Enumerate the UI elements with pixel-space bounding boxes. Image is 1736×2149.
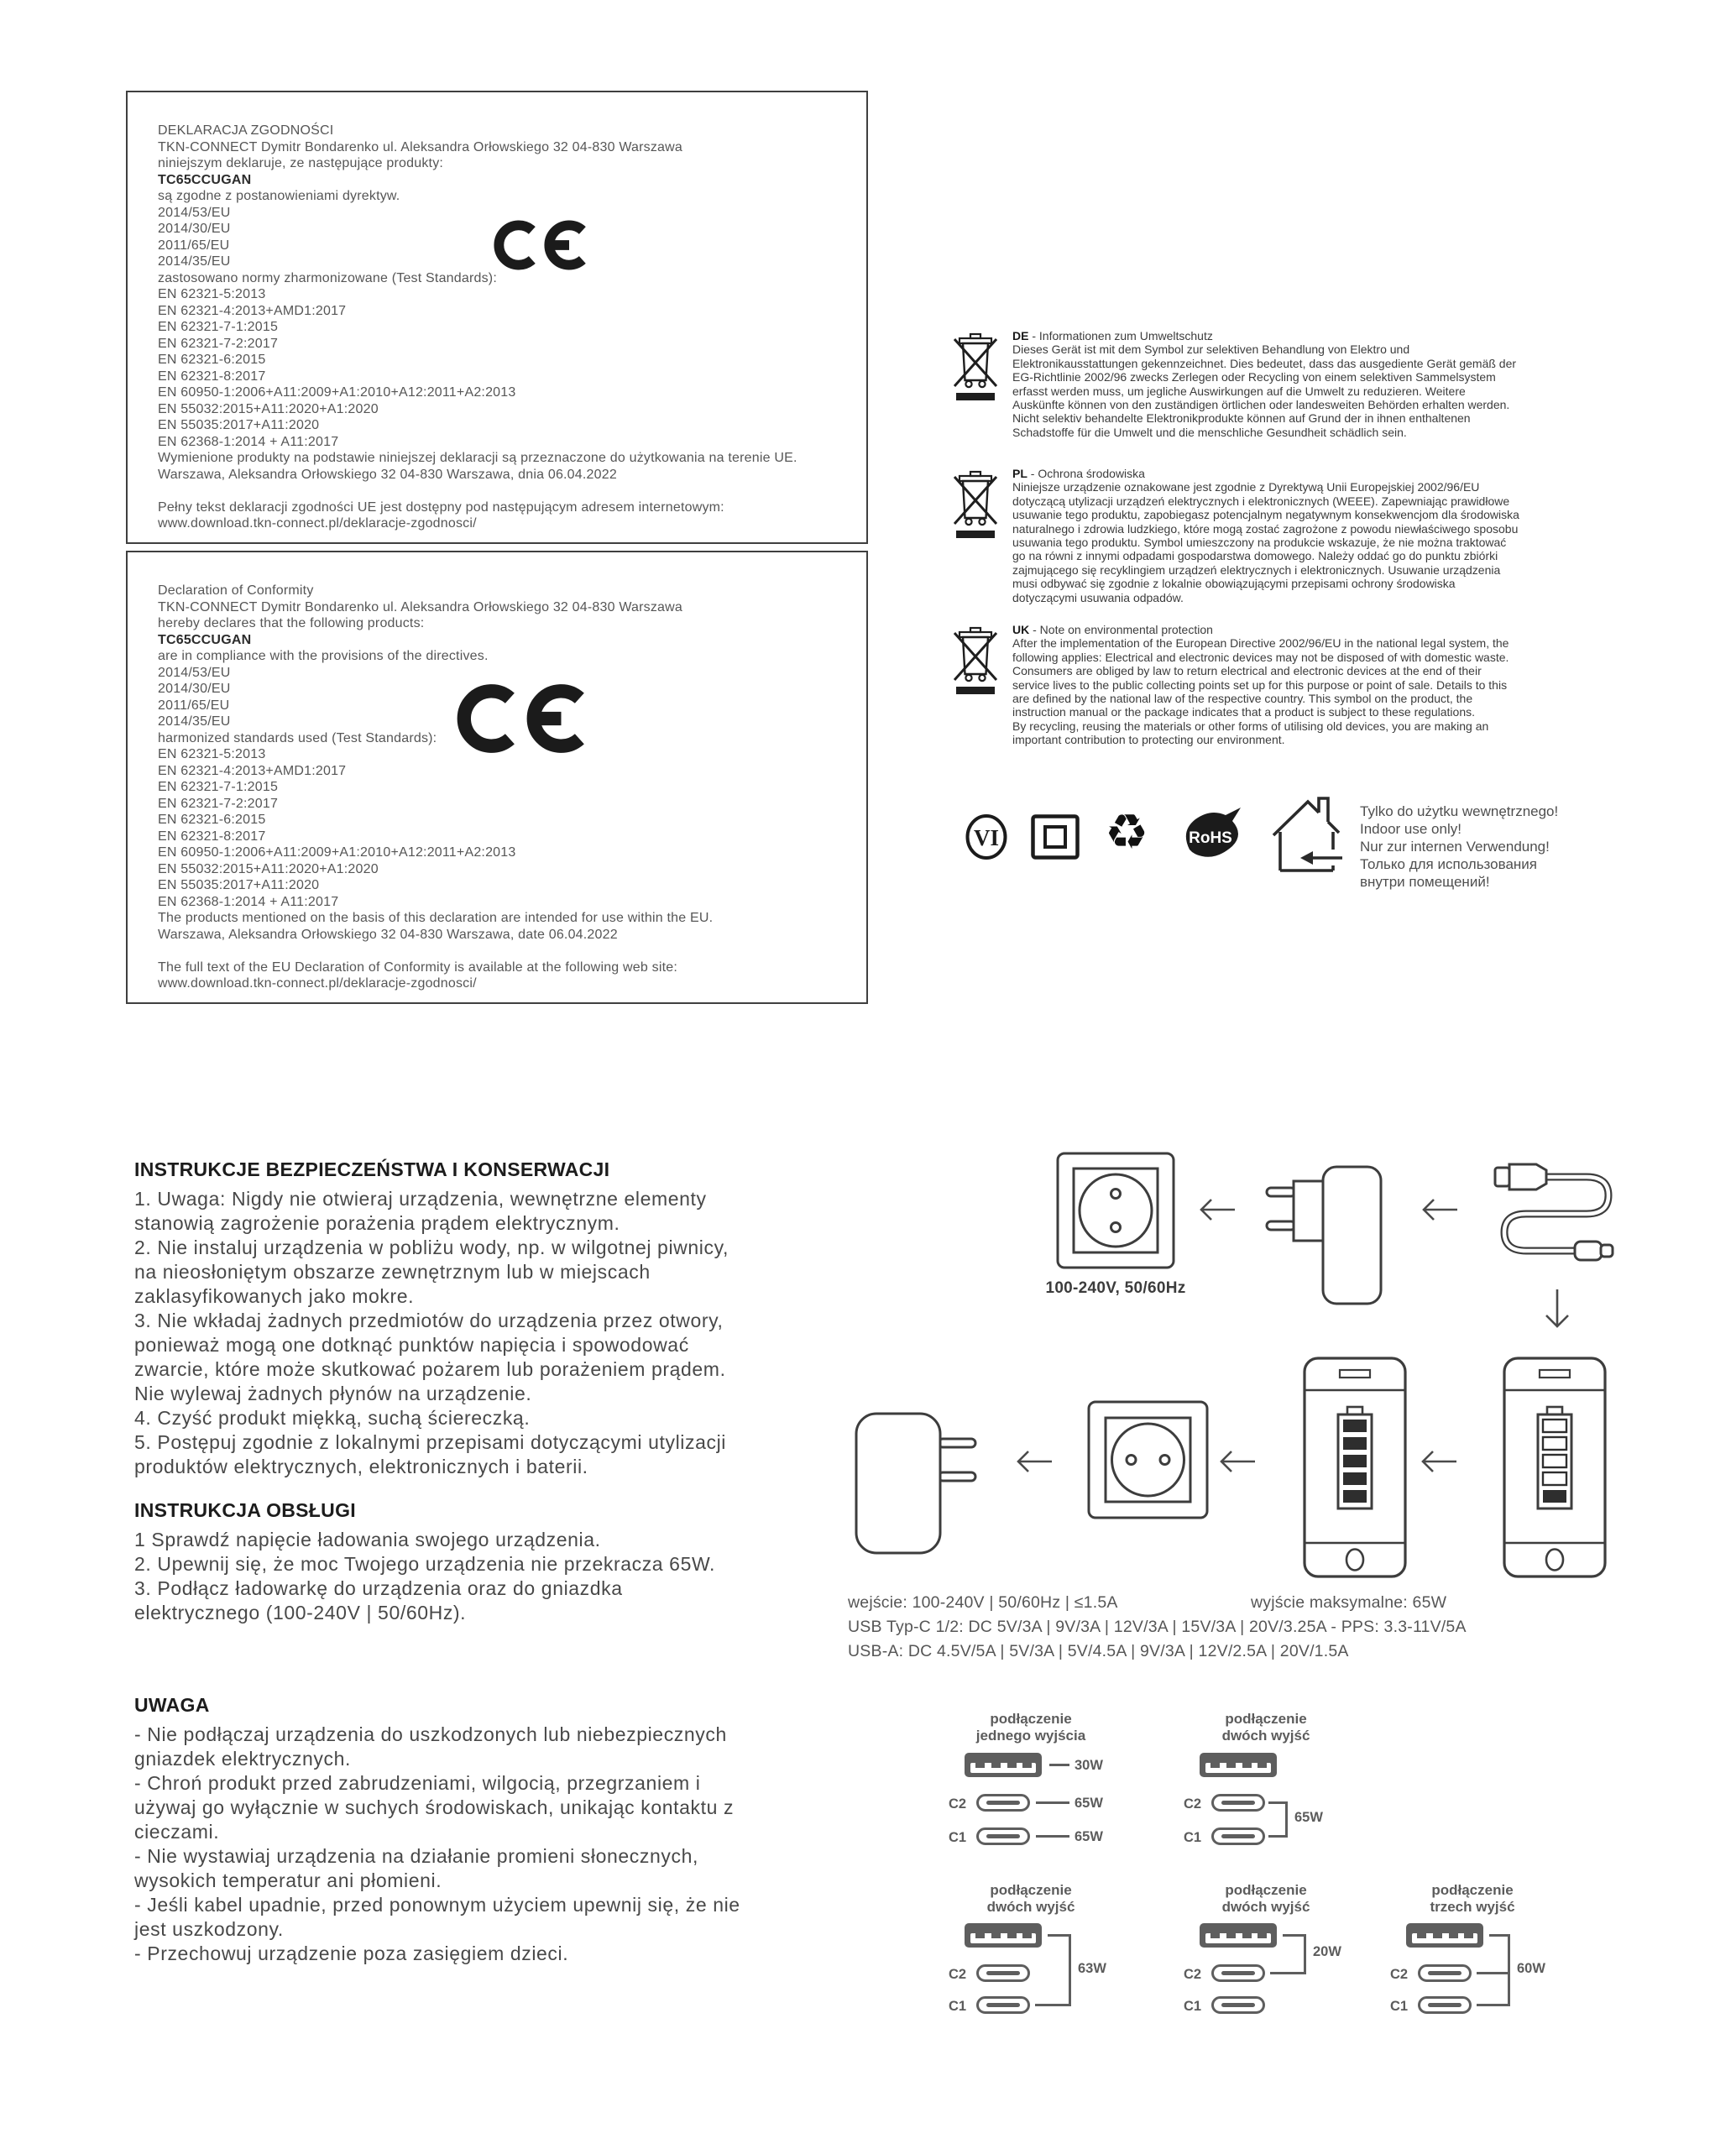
safety-heading: INSTRUKCJE BEZPIECZEŃSTWA I KONSERWACJI — [134, 1158, 610, 1180]
usb-a-port-icon — [1199, 1922, 1278, 1948]
wall-charger-icon — [1263, 1165, 1383, 1305]
text-line: erfasst werden muss, um jegliche Auswirkungen auf die Umwelt zu reduzieren. Weitere — [1012, 384, 1466, 398]
text-line: EN 62321-7-2:2017 — [158, 336, 279, 351]
text-line: ponieważ mogą one dotknąć punktów napięcia i spowodować — [134, 1334, 689, 1356]
text-line: Indoor use only! — [1360, 821, 1461, 837]
text-line: EN 62368-1:2014 + A11:2017 — [158, 894, 339, 909]
text-line: EN 55032:2015+A11:2020+A1:2020 — [158, 861, 379, 876]
text-line: Auskünfte können von den zuständigen örtlichen oder landesweiten Behörden erhalten werden. — [1012, 398, 1510, 412]
connector-line — [1048, 1934, 1071, 1937]
text-line: Nie wylewaj żadnych płynów na urządzenie. — [134, 1383, 532, 1404]
recycle-icon: ♻ — [1105, 803, 1148, 860]
text-line: Elektronikausstattungen gekennzeichnet. Dies bedeutet, dass das ausgediente Gerät gemäß der — [1012, 356, 1517, 370]
power-socket-icon — [1087, 1400, 1209, 1519]
specs-usbc: USB Typ-C 1/2: DC 5V/3A | 9V/3A | 12V/3A | 15V/3A | 20V/3.25A - PPS: 3.3-11V/5A — [848, 1618, 1467, 1636]
text-line: EN 62321-7-1:2015 — [158, 320, 279, 334]
text-line: zwarcie, które może skutkować pożarem lub porażeniem prądem. — [134, 1358, 726, 1380]
connector-line — [1304, 1934, 1306, 1974]
usb-c-port-icon — [1211, 1827, 1265, 1845]
text-line: important contribution to protecting our environment. — [1012, 733, 1285, 747]
text-line: 2014/35/EU — [158, 714, 231, 729]
env-note-uk — [1012, 623, 1600, 747]
text-line: Nicht selektiv behandelte Elektronikprodukte können auf Grund der in ihnen enthaltenen — [1012, 411, 1471, 426]
indoor-use-note — [1360, 803, 1558, 891]
connection-diagram-title: podłączenie dwóch wyjść — [986, 1882, 1075, 1915]
connector-line — [1049, 1764, 1069, 1766]
text-line: instruction manual or the package indicates that a product is subject to these regulations. — [1012, 705, 1475, 719]
port-label: C2 — [1390, 1967, 1409, 1982]
text-line: By recycling, reusing the materials or other forms of utilising old devices, you are making an — [1012, 719, 1489, 733]
connector-line — [1285, 1801, 1288, 1838]
text-line: TKN-CONNECT Dymitr Bondarenko ul. Aleksandra Orłowskiego 32 04-830 Warszawa — [158, 599, 683, 614]
weee-bin-icon — [954, 332, 997, 406]
text-line: 2014/30/EU — [158, 222, 231, 236]
watt-label: 65W — [1075, 1829, 1103, 1844]
usb-a-port-icon — [964, 1752, 1043, 1778]
text-line: EN 62321-7-1:2015 — [158, 780, 279, 794]
usb-c-port-icon — [1418, 1996, 1472, 2014]
voltage-label: 100-240V, 50/60Hz — [1045, 1279, 1186, 1297]
declaration-pl-intro — [158, 123, 846, 172]
connector-line — [1268, 1801, 1287, 1804]
text-line: 1 Sprawdź napięcie ładowania swojego urządzenia. — [134, 1529, 601, 1550]
connector-line — [1477, 2004, 1509, 2006]
text-line: EN 60950-1:2006+A11:2009+A1:2010+A12:2011+A2:2013 — [158, 845, 516, 860]
text-line: używaj go wyłącznie w suchych środowiskach, unikając kontaktu z — [134, 1796, 735, 1818]
text-line: - Chroń produkt przed zabrudzeniami, wilgocią, przegrzaniem i — [134, 1772, 701, 1794]
specs-output-max: wyjście maksymalne: 65W — [1251, 1593, 1447, 1612]
text-line: are defined by the national law of the respective country. This symbol on the product, the — [1012, 692, 1473, 706]
port-label: C1 — [949, 1999, 967, 2014]
operation-heading: INSTRUKCJA OBSŁUGI — [134, 1499, 356, 1521]
text-line: produktów elektrycznych, elektronicznych i baterii. — [134, 1456, 588, 1477]
text-line: Dieses Gerät ist mit dem Symbol zur selektiven Behandlung von Elektro und — [1012, 342, 1410, 357]
usb-c-port-icon — [1418, 1964, 1472, 1982]
connection-diagram-title: podłączenie dwóch wyjść — [1221, 1882, 1310, 1915]
text-line: Declaration of Conformity — [158, 583, 314, 598]
text-line: EN 60950-1:2006+A11:2009+A1:2010+A12:2011+A2:2013 — [158, 385, 516, 400]
connector-line — [1069, 1934, 1071, 2006]
usb-a-port-icon — [964, 1922, 1043, 1948]
text-line: - Nie wystawiaj urządzenia na działanie promieni słonecznych, — [134, 1845, 698, 1867]
energy-efficiency-vi-icon — [965, 814, 1007, 860]
text-line: 2. Upewnij się, że moc Twojego urządzenia nie przekracza 65W. — [134, 1553, 715, 1575]
connector-line — [1270, 1972, 1306, 1974]
text-line: naturalnego i zdrowia ludzkiego, które mogą zostać zagrożone z powodu niewłaściwego sposobu — [1012, 521, 1519, 536]
port-label: C2 — [1184, 1796, 1202, 1812]
port-label: C1 — [1184, 1830, 1202, 1845]
text-line: musi odbywać się zgodnie z lokalnie obowiązującymi przepisami ochrony środowiska — [1012, 577, 1456, 591]
specs-usba: USB-A: DC 4.5V/5A | 5V/3A | 5V/4.5A | 9V/3A | 12V/2.5A | 20V/1.5A — [848, 1642, 1349, 1660]
text-line: Wymienione produkty na podstawie niniejszej deklaracji są przeznaczone do użytkowania na terenie UE. — [158, 451, 797, 465]
port-label: C2 — [949, 1967, 967, 1982]
text-line: EN 55035:2017+A11:2020 — [158, 418, 320, 432]
text-line: zastosowano normy zharmonizowane (Test Standards): — [158, 270, 497, 285]
connector-line — [1035, 2004, 1071, 2006]
text-line: cieczami. — [134, 1821, 220, 1843]
text-line: After the implementation of the European Directive 2002/96/EU in the national legal system, the — [1012, 636, 1509, 651]
usb-c-port-icon — [976, 1794, 1030, 1812]
text-line: Tylko do użytku wewnętrznego! — [1360, 803, 1559, 819]
text-line: EN 62321-8:2017 — [158, 829, 266, 844]
text-line: Schadstoffe für die Umwelt und die menschliche Gesundheit schädlich sein. — [1012, 425, 1407, 439]
text-line: dotyczącą utylizacji urządzeń elektrycznych i elektronicznych (WEEE). Zapewniając prawidłowe — [1012, 494, 1510, 508]
env-note-code: PL — [1012, 467, 1027, 480]
phone-charging-icon — [1503, 1357, 1607, 1578]
text-line: 4. Czyść produkt miękką, suchą ściereczką. — [134, 1407, 531, 1429]
text-line: TKN-CONNECT Dymitr Bondarenko ul. Aleksandra Orłowskiego 32 04-830 Warszawa — [158, 139, 683, 154]
connection-diagram-title: podłączenie trzech wyjść — [1430, 1882, 1515, 1915]
arrow-left-icon — [1199, 1195, 1236, 1224]
watt-label: 20W — [1313, 1944, 1341, 1959]
text-line: Niniejsze urządzenie oznakowane jest zgodnie z Dyrektywą Unii Europejskiej 2002/96/EU — [1012, 480, 1480, 494]
env-note-code: UK — [1012, 623, 1030, 636]
text-line: 3. Podłącz ładowarkę do urządzenia oraz do gniazdka — [134, 1577, 623, 1599]
declaration-en-footer — [158, 959, 846, 992]
text-line: EN 55032:2015+A11:2020+A1:2020 — [158, 401, 379, 416]
caution-text — [134, 1723, 890, 1966]
text-line: EN 62321-5:2013 — [158, 747, 266, 761]
usb-a-port-icon — [1405, 1922, 1484, 1948]
text-line: EN 62321-8:2017 — [158, 369, 266, 384]
class-ii-insulation-icon — [1031, 814, 1080, 860]
text-line: внутри помещений! — [1360, 874, 1490, 890]
env-note-title: PL - Ochrona środowiska — [1012, 467, 1145, 480]
text-line: wysokich temperatur ani płomieni. — [134, 1869, 442, 1891]
declaration-box-pl — [126, 91, 868, 544]
text-line: jest uszkodzony. — [134, 1918, 284, 1940]
arrow-down-icon — [1543, 1288, 1571, 1331]
text-line: 2014/53/EU — [158, 665, 231, 680]
text-line: EN 62321-6:2015 — [158, 813, 266, 827]
text-line: EG-Richtlinie 2002/96 zwecks Zerlegen oder Recycling von einem selektiven Sammelsystem — [1012, 370, 1496, 384]
text-line: - Przechowuj urządzenie poza zasięgiem dzieci. — [134, 1942, 569, 1964]
text-line: service lives to the public collecting points set up for this purpose or point of sale. Details to this — [1012, 677, 1508, 692]
text-line: Pełny tekst deklaracji zgodności UE jest dostępny pod następującym adresem internetowym: — [158, 499, 724, 515]
svg-text:RoHS: RoHS — [1189, 829, 1232, 847]
watt-label: 30W — [1075, 1758, 1103, 1773]
usb-cable-icon — [1493, 1160, 1618, 1265]
text-line: stanowią zagrożenie porażenia prądem elektrycznym. — [134, 1212, 620, 1234]
product-code: TC65CCUGAN — [158, 172, 252, 187]
product-code: TC65CCUGAN — [158, 632, 252, 647]
text-line: na nieosłoniętym obszarze zewnętrznym lub w miejscach — [134, 1261, 651, 1283]
text-line: 2. Nie instaluj urządzenia w pobliżu wody, np. w wilgotnej piwnicy, — [134, 1237, 729, 1258]
declaration-pl-footer — [158, 499, 846, 532]
text-line: 3. Nie wkładaj żadnych przedmiotów do urządzenia przez otwory, — [134, 1310, 724, 1331]
text-line: zaklasyfikowanych jako mokre. — [134, 1285, 415, 1307]
connection-diagram-title: podłączenie dwóch wyjść — [1221, 1711, 1310, 1744]
text-line: elektrycznego (100-240V | 50/60Hz). — [134, 1602, 467, 1624]
indoor-use-icon — [1269, 794, 1343, 878]
connection-diagram-title: podłączenie jednego wyjścia — [975, 1711, 1086, 1744]
svg-text:VI: VI — [973, 825, 1000, 850]
text-line: dotyczącymi usuwania odpadów. — [1012, 590, 1184, 604]
connector-line — [1283, 1934, 1306, 1937]
arrow-left-icon — [1421, 1195, 1458, 1224]
text-line: 1. Uwaga: Nigdy nie otwieraj urządzenia, wewnętrzne elementy — [134, 1188, 707, 1210]
text-line: zajmującego się recyklingiem urządzeń elektrycznych i elektronicznych. Usuwanie urządzenia — [1012, 562, 1501, 577]
env-note-title: DE - Informationen zum Umweltschutz — [1012, 329, 1213, 342]
ce-mark-icon — [494, 218, 594, 272]
text-line: The products mentioned on the basis of this declaration are intended for use within the EU. — [158, 911, 714, 925]
watt-label: 65W — [1075, 1796, 1103, 1811]
text-line: są zgodne z postanowieniami dyrektyw. — [158, 189, 400, 203]
connector-line — [1508, 1934, 1510, 2006]
rohs-icon — [1179, 806, 1247, 861]
text-line: EN 55035:2017+A11:2020 — [158, 878, 320, 892]
text-line: Nur zur internen Verwendung! — [1360, 839, 1550, 855]
text-line: EN 62321-5:2013 — [158, 287, 266, 301]
text-line: are in compliance with the provisions of the directives. — [158, 649, 489, 663]
text-line: EN 62321-4:2013+AMD1:2017 — [158, 763, 347, 778]
connector-line — [1489, 1934, 1509, 1937]
arrow-left-icon — [1219, 1447, 1256, 1476]
port-label: C1 — [949, 1830, 967, 1845]
arrow-left-icon — [1016, 1447, 1053, 1476]
phone-charged-icon — [1303, 1357, 1407, 1578]
usb-c-port-icon — [976, 1827, 1030, 1845]
port-label: C2 — [949, 1796, 967, 1812]
text-line: - Nie podłączaj urządzenia do uszkodzonych lub niebezpiecznych — [134, 1723, 727, 1745]
usb-c-port-icon — [1211, 1964, 1265, 1982]
text-line: 2014/30/EU — [158, 682, 231, 696]
connector-line — [1036, 1835, 1069, 1838]
usb-a-port-icon — [1199, 1752, 1278, 1778]
declaration-box-en — [126, 551, 868, 1004]
port-label: C1 — [1390, 1999, 1409, 2014]
ce-mark-icon — [456, 682, 597, 756]
env-note-text — [1012, 636, 1600, 746]
text-line: following applies: Electrical and electronic devices may not be disposed of with domestic waste. — [1012, 650, 1509, 664]
text-line: Только для использования — [1360, 856, 1537, 872]
text-line: DEKLARACJA ZGODNOŚCI — [158, 123, 334, 138]
env-note-de — [1012, 329, 1600, 439]
env-note-pl — [1012, 467, 1600, 604]
power-socket-icon — [1056, 1152, 1175, 1269]
watt-label: 60W — [1517, 1961, 1545, 1976]
operation-text — [134, 1528, 890, 1625]
usb-c-port-icon — [976, 1996, 1030, 2014]
connector-line — [1036, 1801, 1069, 1804]
env-note-text — [1012, 342, 1600, 439]
text-line: www.download.tkn-connect.pl/deklaracje-zgodnosci/ — [158, 976, 477, 991]
text-line: hereby declares that the following products: — [158, 616, 425, 630]
text-line: 2014/35/EU — [158, 254, 231, 269]
specs-input: wejście: 100-240V | 50/60Hz | ≤1.5A — [848, 1593, 1118, 1612]
declaration-en-intro — [158, 583, 846, 632]
connector-line — [1268, 1835, 1287, 1838]
text-line: Warszawa, Aleksandra Orłowskiego 32 04-830 Warszawa, dnia 06.04.2022 — [158, 467, 617, 482]
text-line: Warszawa, Aleksandra Orłowskiego 32 04-830 Warszawa, date 06.04.2022 — [158, 927, 618, 942]
text-line: usuwanie tego produktu, zapobiegasz potencjalnym negatywnym konsekwencjom dla środowiska — [1012, 508, 1519, 522]
env-note-text — [1012, 480, 1600, 604]
watt-label: 63W — [1078, 1961, 1106, 1976]
usb-c-port-icon — [1211, 1794, 1265, 1812]
text-line: EN 62321-7-2:2017 — [158, 796, 279, 811]
weee-bin-icon — [954, 470, 997, 544]
text-line: 2014/53/EU — [158, 205, 231, 220]
connector-line — [1477, 1972, 1509, 1974]
text-line: EN 62321-4:2013+AMD1:2017 — [158, 303, 347, 318]
arrow-left-icon — [1420, 1447, 1457, 1476]
port-label: C1 — [1184, 1999, 1202, 2014]
usb-c-port-icon — [1211, 1996, 1265, 2014]
safety-text — [134, 1187, 890, 1479]
watt-label: 65W — [1294, 1810, 1323, 1825]
text-line: 2011/65/EU — [158, 698, 230, 713]
text-line: harmonized standards used (Test Standards): — [158, 730, 437, 745]
caution-heading: UWAGA — [134, 1694, 210, 1716]
env-note-title: UK - Note on environmental protection — [1012, 623, 1213, 636]
text-line: www.download.tkn-connect.pl/deklaracje-zgodnosci/ — [158, 516, 477, 531]
text-line: EN 62368-1:2014 + A11:2017 — [158, 434, 339, 449]
port-label: C2 — [1184, 1967, 1202, 1982]
usb-c-port-icon — [976, 1964, 1030, 1982]
text-line: The full text of the EU Declaration of Conformity is available at the following web site: — [158, 959, 677, 975]
text-line: go na równi z innymi odpadami gospodarstwa domowego. Należy oddać go do punktu zbiórki — [1012, 549, 1498, 563]
text-line: Consumers are obliged by law to return electrical and electronic devices at the end of their — [1012, 664, 1482, 678]
text-line: gniazdek elektrycznych. — [134, 1748, 351, 1770]
text-line: niniejszym deklaruje, ze następujące produkty: — [158, 156, 444, 170]
text-line: usuwania tego produktu. Symbol umieszczony na produkcie wskazuje, że nie można traktować — [1012, 536, 1507, 550]
text-line: 5. Postępuj zgodnie z lokalnymi przepisami dotyczącymi utylizacji — [134, 1431, 726, 1453]
text-line: EN 62321-6:2015 — [158, 353, 266, 367]
text-line: - Jeśli kabel upadnie, przed ponownym użyciem upewnij się, że nie — [134, 1894, 740, 1916]
wall-charger-icon — [855, 1412, 980, 1555]
text-line: 2011/65/EU — [158, 238, 230, 253]
env-note-code: DE — [1012, 329, 1029, 342]
weee-bin-icon — [954, 626, 997, 700]
